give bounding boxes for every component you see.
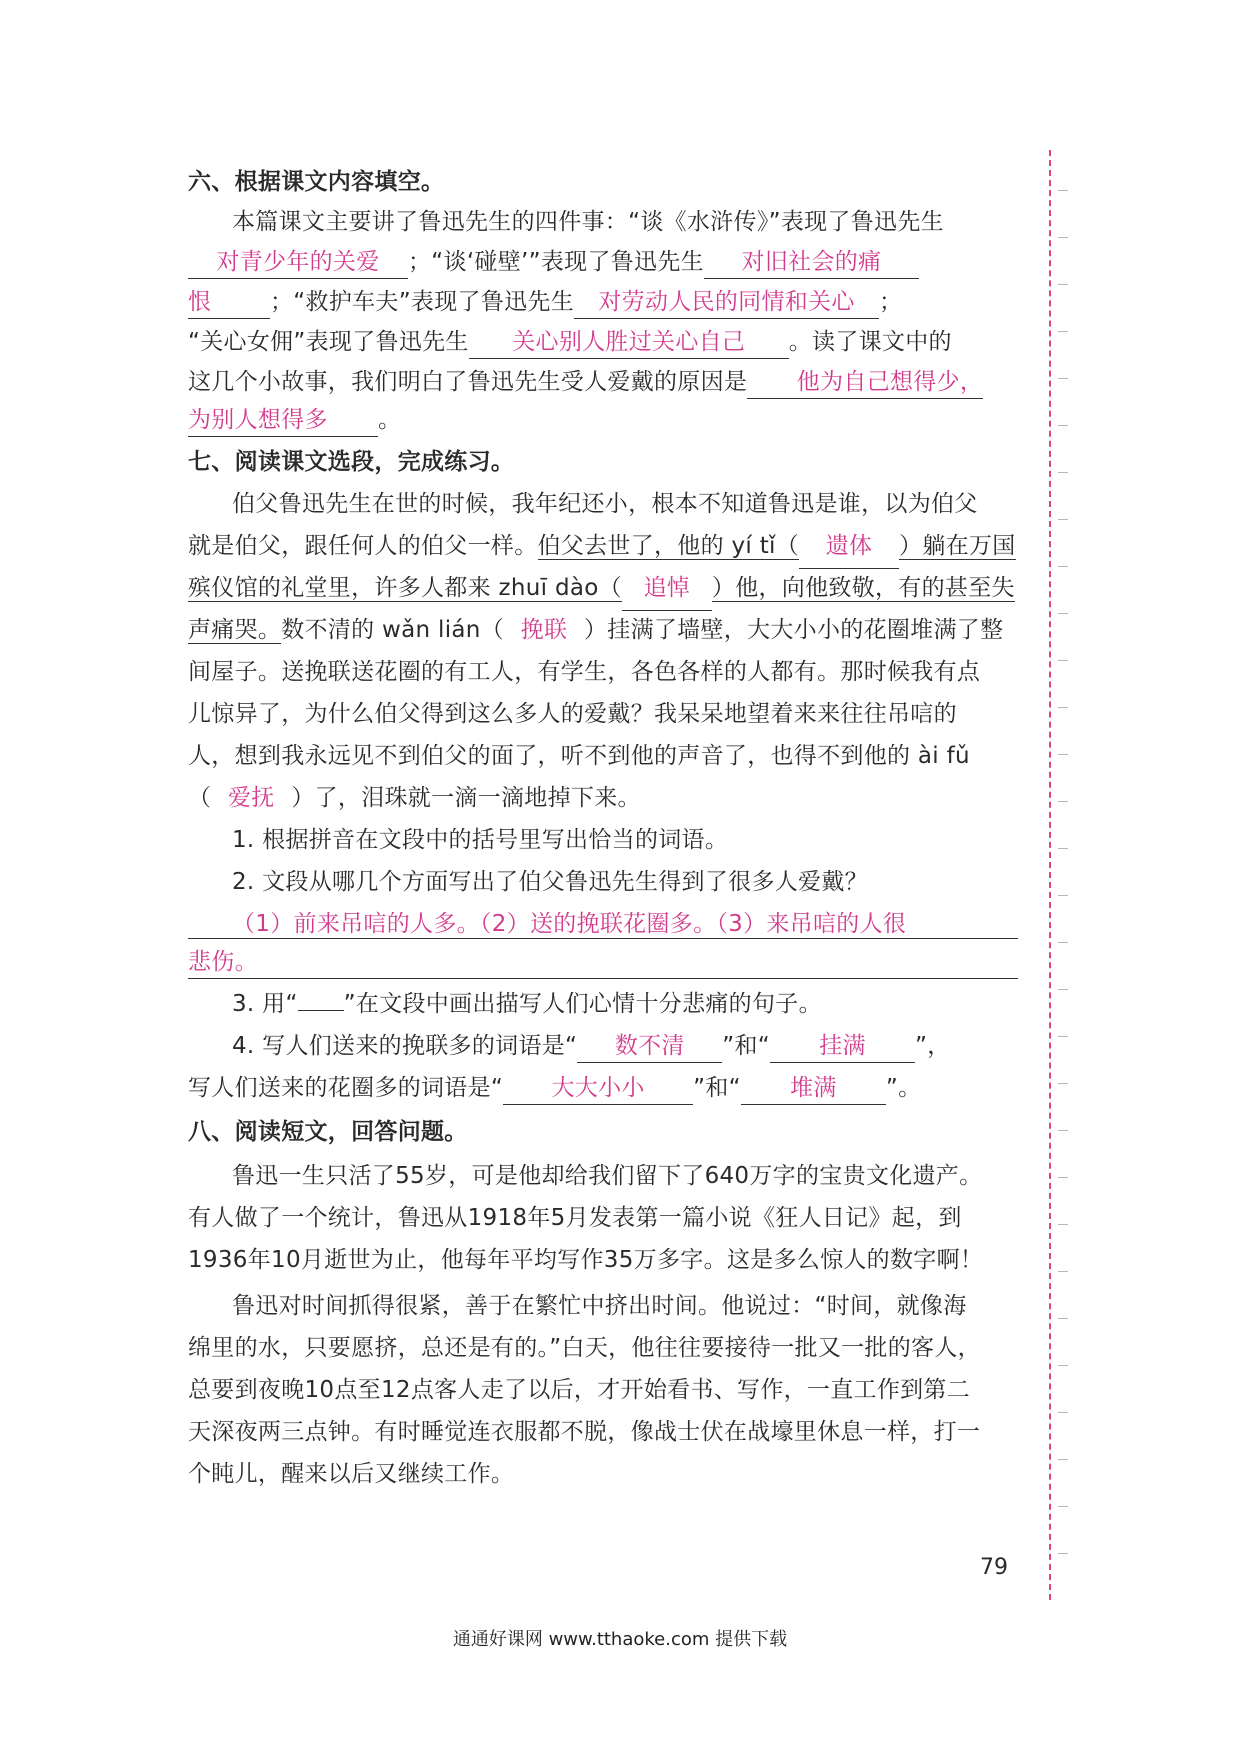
margin-tick <box>1058 1553 1068 1554</box>
margin-tick <box>1058 1036 1068 1037</box>
s7-p4c: ）挂满了墙壁，大大小小的花圈堆满了整 <box>583 617 1004 643</box>
s7-q2-rule2 <box>188 978 1018 979</box>
s7-p2a: 就是伯父，跟任何人的伯父一样。 <box>188 533 538 559</box>
s7-p4b: 数不清的 wǎn lián（ <box>281 617 504 643</box>
margin-tick <box>1058 848 1068 849</box>
margin-tick <box>1058 1271 1068 1272</box>
margin-tick <box>1058 660 1068 661</box>
s7-p8b: ）了，泪珠就一滴一滴地掉下来。 <box>291 785 641 811</box>
s6-text2: ；“谈‘碰壁’”表现了鲁迅先生 <box>408 249 704 275</box>
margin-tick <box>1058 801 1068 802</box>
s6-answer3: 对劳动人民的同情和关心 <box>574 286 879 319</box>
margin-tick <box>1058 1083 1068 1084</box>
s7-q3a: 3. 用“ <box>232 991 298 1017</box>
s7-q4d: 写人们送来的花圈多的词语是“ <box>188 1075 504 1101</box>
margin-tick <box>1058 425 1068 426</box>
s7-q3 <box>188 982 1018 1026</box>
s7-blank4: 爱抚 <box>228 785 275 811</box>
margin-tick <box>1058 1318 1068 1319</box>
section7-heading: 七、阅读课文选段，完成练习。 <box>188 449 515 475</box>
s8-p8: 个盹儿，醒来以后又继续工作。 <box>188 1461 515 1487</box>
margin-tick <box>1058 519 1068 520</box>
footer-credit: 通通好课网 www.tthaoke.com 提供下载 <box>452 1629 788 1650</box>
s7-q2-answer1: （1）前来吊唁的人多。（2）送的挽联花圈多。（3）来吊唁的人很 <box>232 911 907 937</box>
s7-p3 <box>188 566 1018 610</box>
margin-tick <box>1058 1224 1068 1225</box>
margin-tick <box>1058 1365 1068 1366</box>
s7-q3b: ”在文段中画出描写人们心情十分悲痛的句子。 <box>343 991 822 1017</box>
s7-q4-answer3: 大大小小 <box>503 1072 693 1105</box>
section8-heading: 八、阅读短文，回答问题。 <box>188 1119 468 1145</box>
margin-tick <box>1058 1177 1068 1178</box>
s8-p2: 有人做了一个统计，鲁迅从1918年5月发表第一篇小说《狂人日记》起，到 <box>188 1205 962 1231</box>
margin-tick <box>1058 707 1068 708</box>
s6-answer1: 对青少年的关爱 <box>188 246 408 279</box>
s6-line2 <box>188 240 1018 284</box>
s6-line3 <box>188 280 1018 324</box>
s7-p3b: ）他，向他致敬，有的甚至失 <box>711 575 1015 601</box>
s6-text3: ；“救护车夫”表现了鲁迅先生 <box>270 289 575 315</box>
page-number: 79 <box>980 1555 1008 1580</box>
s8-p5: 绵里的水，只要愿挤，总还是有的。”白天，他往往要接待一批又一批的客人， <box>188 1335 981 1361</box>
s7-blank1: 遗体 <box>799 524 899 569</box>
margin-tick <box>1058 1506 1068 1507</box>
s7-p8 <box>188 776 1018 820</box>
section6-heading: 六、根据课文内容填空。 <box>188 169 445 195</box>
s8-p6: 总要到夜晚10点至12点客人走了以后，才开始看书、写作，一直工作到第二 <box>188 1377 971 1403</box>
s6-text4: “关心女佣”表现了鲁迅先生 <box>188 329 469 355</box>
s7-q2-answer2: 悲伤。 <box>188 949 258 975</box>
s7-q1: 1. 根据拼音在文段中的括号里写出恰当的词语。 <box>232 827 729 853</box>
s7-p4 <box>188 608 1018 652</box>
margin-ticks <box>1058 150 1072 1600</box>
s7-q4-answer1: 数不清 <box>577 1030 722 1063</box>
margin-tick <box>1058 989 1068 990</box>
s7-q2: 2. 文段从哪几个方面写出了伯父鲁迅先生得到了很多人爱戴？ <box>232 869 868 895</box>
s6-line4 <box>188 320 1018 364</box>
margin-tick <box>1058 942 1068 943</box>
s7-p2 <box>188 524 1018 568</box>
s7-q4a: 4. 写人们送来的挽联多的词语是“ <box>232 1033 578 1059</box>
s7-p2b: 伯父去世了，他的 yí tǐ（ <box>537 533 800 559</box>
s8-p7: 天深夜两三点钟。有时睡觉连衣服都不脱，像战士伏在战壕里休息一样，打一 <box>188 1419 981 1445</box>
margin-tick <box>1058 613 1068 614</box>
s7-p3a: 殡仪馆的礼堂里，许多人都来 zhuī dào（ <box>188 575 622 601</box>
s7-q3-blank <box>298 1010 344 1011</box>
margin-tick <box>1058 1412 1068 1413</box>
s8-p4: 鲁迅对时间抓得很紧，善于在繁忙中挤出时间。他说过：“时间，就像海 <box>232 1293 967 1319</box>
margin-tick <box>1058 1459 1068 1460</box>
margin-tick <box>1058 754 1068 755</box>
s6-answer5b: 为别人想得多 <box>188 404 378 437</box>
margin-tick <box>1058 284 1068 285</box>
s7-q4f: ”。 <box>885 1075 922 1101</box>
s7-blank2: 追悼 <box>622 566 712 611</box>
s7-p4a: 声痛哭。 <box>188 617 282 643</box>
s6-text4b: 。读了课文中的 <box>788 329 952 355</box>
margin-tick <box>1058 895 1068 896</box>
margin-tick <box>1058 1130 1068 1131</box>
s7-p1: 伯父鲁迅先生在世的时候，我年纪还小，根本不知道鲁迅是谁，以为伯父 <box>232 491 978 517</box>
s6-line1: 本篇课文主要讲了鲁迅先生的四件事：“谈《水浒传》”表现了鲁迅先生 <box>232 209 944 235</box>
s7-p2c: ）躺在万国 <box>899 533 1016 559</box>
margin-tick <box>1058 190 1068 191</box>
s6-text6: 。 <box>378 407 402 433</box>
s8-p3: 1936年10月逝世为止，他每年平均写作35万多字。这是多么惊人的数字啊！ <box>188 1247 984 1273</box>
s7-q4b: ”和“ <box>722 1033 771 1059</box>
s8-p1: 鲁迅一生只活了55岁，可是他却给我们留下了640万字的宝贵文化遗产。 <box>232 1163 983 1189</box>
s7-q4-answer4: 堆满 <box>741 1072 886 1105</box>
s7-q4e: ”和“ <box>693 1075 741 1101</box>
s7-q4-answer2: 挂满 <box>770 1030 915 1063</box>
s7-p5: 间屋子。送挽联送花圈的有工人，有学生，各色各样的人都有。那时候我有点 <box>188 659 981 685</box>
s6-text3b: ； <box>879 289 903 315</box>
s6-text5: 这几个小故事，我们明白了鲁迅先生受人爱戴的原因是 <box>188 369 748 395</box>
margin-tick <box>1058 378 1068 379</box>
s7-p7: 人，想到我永远见不到伯父的面了，听不到他的声音了，也得不到他的 ài fǔ <box>188 743 970 769</box>
s7-p8a: （ <box>188 785 212 811</box>
s6-answer5a: 他为自己想得少， <box>747 366 983 399</box>
margin-tick <box>1058 237 1068 238</box>
s7-q2-rule1 <box>188 938 1018 939</box>
s7-q4c: ”， <box>915 1033 951 1059</box>
s6-answer2a: 对旧社会的痛 <box>704 246 919 279</box>
s6-answer4: 关心别人胜过关心自己 <box>469 326 789 359</box>
margin-tick <box>1058 566 1068 567</box>
margin-tick <box>1058 472 1068 473</box>
s7-blank3: 挽联 <box>520 617 568 643</box>
margin-dashed-line <box>1049 150 1051 1600</box>
s6-answer2b: 恨 <box>188 286 270 319</box>
s7-p6: 儿惊异了，为什么伯父得到这么多人的爱戴？我呆呆地望着来来往往吊唁的 <box>188 701 957 727</box>
s7-q4-line1 <box>188 1024 1018 1068</box>
margin-tick <box>1058 331 1068 332</box>
s6-line6 <box>188 398 1018 442</box>
s7-q4-line2 <box>188 1066 1018 1110</box>
